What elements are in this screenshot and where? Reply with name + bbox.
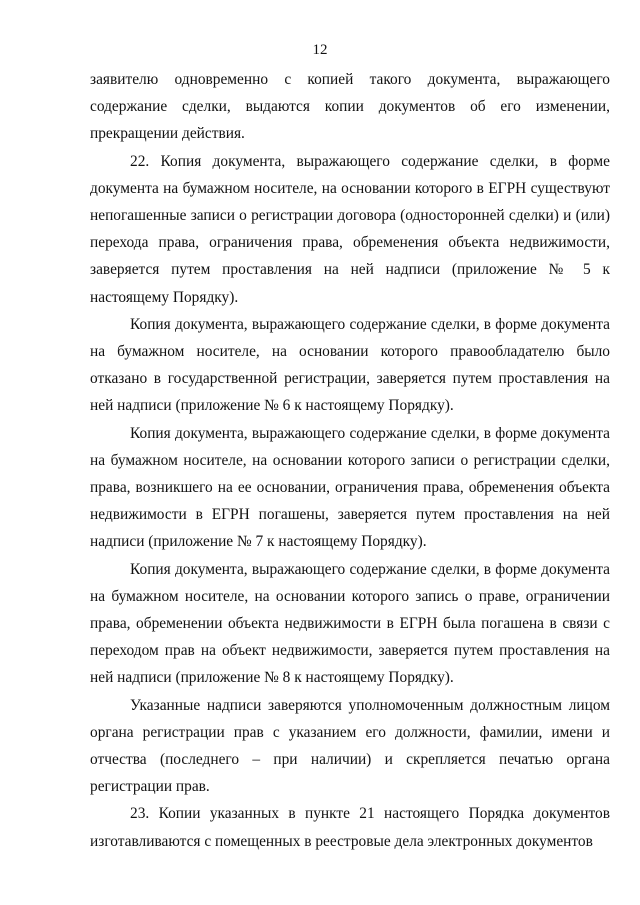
document-body <box>90 66 610 855</box>
paragraph-cancelled-records-copy: Копия документа, выражающего содержание сделки, в форме документа на бумажном носителе, на основании которого записи о регистрации сделки, права, возникшего на ее основании, ограничения права, обременения объекта недвижимости в ЕГРН погашены, заверяется путем проставления на ней надписи (приложение № 7 к настоящему Порядку). <box>90 424 610 551</box>
paragraph-refusal-copy: Копия документа, выражающего содержание сделки, в форме документа на бумажном носителе, на основании которого правообладателю было отказано в государственной регистрации, заверяется путем проставления на ней надписи (приложение № 6 к настоящему Порядку). <box>90 315 610 415</box>
paragraph-continuation: заявителю одновременно с копией такого документа, выражающего содержание сделки, выдаются копии документов об его изменении, прекращении действия. <box>90 71 610 143</box>
paragraph-clause-22: 22. Копия документа, выражающего содержание сделки, в форме документа на бумажном носителе, на основании которого в ЕГРН существуют непогашенные записи о регистрации договора (односторонней сделки) и (или) перехода права, ограничения права, обременения объекта недвижимости, заверяется путем проставления на ней надписи (приложение № 5 к настоящему Порядку). <box>90 152 610 306</box>
paragraph-transfer-copy: Копия документа, выражающего содержание сделки, в форме документа на бумажном носителе, на основании которого запись о праве, ограничении права, обременении объекта недвижимости в ЕГРН была погашена в связи с переходом прав на объект недвижимости, заверяется путем проставления на ней надписи (приложение № 8 к настоящему Порядку). <box>90 560 610 687</box>
paragraph-certification: Указанные надписи заверяются уполномоченным должностным лицом органа регистрации прав с указанием его должности, фамилии, имени и отчества (последнего – при наличии) и скрепляется печатью органа регистрации прав. <box>90 696 610 796</box>
paragraph-clause-23: 23. Копии указанных в пункте 21 настоящего Порядка документов изготавливаются с помещенных в реестровые дела электронных документов <box>90 805 610 850</box>
page-number: 12 <box>312 42 328 58</box>
